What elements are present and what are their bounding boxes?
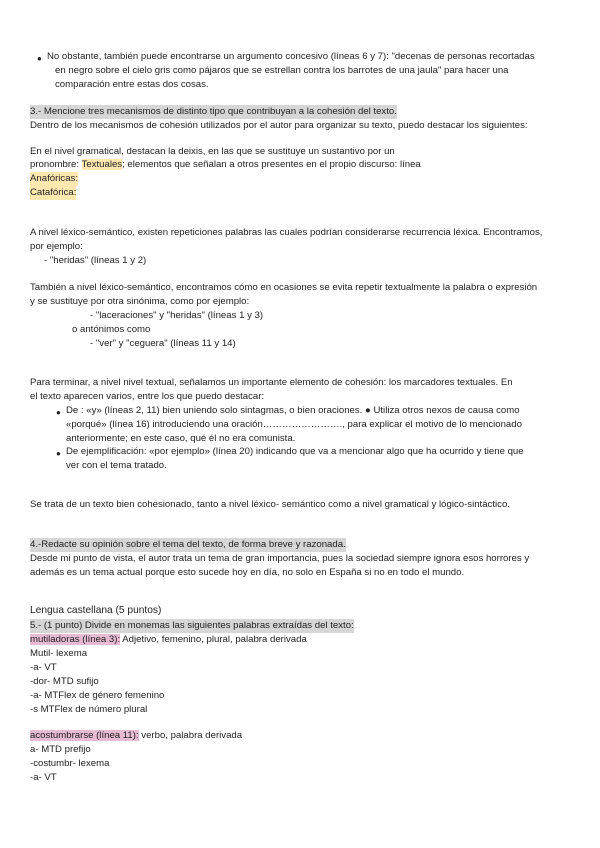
paragraph-line: «porqué» (línea 16) introduciendo una oración……………………., para explicar el motivo de lo mencionado bbox=[66, 419, 522, 430]
example-line: - "ver" y "ceguera" (líneas 11 y 14) bbox=[90, 338, 236, 349]
morpheme-line: a- MTD prefijo bbox=[30, 744, 91, 755]
bullet-dot: ● bbox=[56, 449, 61, 458]
morpheme-line: -a- MTFlex de género femenino bbox=[30, 690, 165, 701]
paragraph-line: Desde mi punto de vista, el autor trata un tema de gran importancia, pues la sociedad siempre ignora esos horrores y bbox=[30, 553, 530, 564]
text-span: pronombre: bbox=[30, 159, 82, 170]
paragraph-line: comparación entre estas dos cosas. bbox=[55, 79, 209, 90]
paragraph-line: anteriormente; en este caso, qué él no era comunista. bbox=[66, 433, 296, 444]
paragraph-line: o antónimos como bbox=[72, 324, 151, 335]
paragraph-line bbox=[30, 158, 421, 172]
morpheme-line: -s MTFlex de número plural bbox=[30, 704, 148, 715]
paragraph-line: Para terminar, a nivel nivel textual, señalamos un importante elemento de cohesión: los marcadores textuales. En bbox=[30, 377, 513, 388]
example-line: - "laceraciones" y "heridas" (líneas 1 y 3) bbox=[90, 310, 264, 321]
paragraph-line: De : «y» (líneas 2, 11) bien uniendo solo sintagmas, o bien oraciones. ● Utiliza otros nexos de causa como bbox=[66, 405, 520, 416]
word-desc: Adjetivo, femenino, plural, palabra derivada bbox=[120, 634, 307, 645]
paragraph-line: También a nivel léxico-semántico, encontramos cómo en ocasiones se evita repetir textualmente la palabra o expresión bbox=[30, 282, 538, 293]
morpheme-line: -dor- MTD sufijo bbox=[30, 676, 99, 687]
paragraph-line: Se trata de un texto bien cohesionado, tanto a nivel léxico- semántico como a nivel gramatical y lógico-sintáctico. bbox=[30, 499, 510, 510]
text-span: ; elementos que señalan a otros presentes en el propio discurso: línea bbox=[122, 159, 421, 170]
label-anaforicas: Anafóricas: bbox=[30, 173, 78, 184]
word-mutiladoras: mutiladoras (línea 3): bbox=[30, 634, 121, 645]
question-3-heading: 3.- Mencione tres mecanismos de distinto tipo que contribuyan a la cohesión del texto. bbox=[30, 106, 397, 117]
bullet-dot: ● bbox=[37, 54, 42, 63]
paragraph-line: Dentro de los mecanismos de cohesión utilizados por el autor para organizar su texto, puedo destacar los siguientes: bbox=[30, 120, 528, 131]
morpheme-line: -costumbr- lexema bbox=[30, 758, 110, 769]
paragraph-line: el texto aparecen varios, entre los que puedo destacar: bbox=[30, 391, 265, 402]
word-2-header bbox=[30, 729, 242, 743]
paragraph-line: en negro sobre el cielo gris como pájaros que se estrellan contra los barrotes de una jaula" para hacer una bbox=[55, 65, 509, 76]
section-title: Lengua castellana (5 puntos) bbox=[30, 605, 162, 616]
example-line: - "heridas" (líneas 1 y 2) bbox=[44, 255, 147, 266]
label-cataforica: Catafórica: bbox=[30, 187, 77, 198]
morpheme-line: -a- VT bbox=[30, 662, 57, 673]
morpheme-line: Mutil- lexema bbox=[30, 648, 88, 659]
paragraph-line: ver con el tema tratado. bbox=[66, 460, 167, 471]
paragraph-line: por ejemplo: bbox=[30, 241, 83, 252]
paragraph-line: A nivel léxico-semántico, existen repeticiones palabras las cuales podrían considerarse recurrencia léxica. Encontramos, bbox=[30, 227, 543, 238]
word-1-header bbox=[30, 633, 307, 647]
word-desc: verbo, palabra derivada bbox=[138, 730, 243, 741]
paragraph-line: además es un tema actual porque esto sucede hoy en día, no solo en España si no en todo el mundo. bbox=[30, 567, 465, 578]
paragraph-line: No obstante, también puede encontrarse un argumento concesivo (líneas 6 y 7): "decenas de personas recortadas bbox=[47, 51, 535, 62]
morpheme-line: -a- VT bbox=[30, 772, 57, 783]
question-5-heading: 5.- (1 punto) Divide en monemas las siguientes palabras extraídas del texto: bbox=[30, 620, 354, 631]
question-4-heading: 4.-Redacte su opinión sobre el tema del texto, de forma breve y razonada. bbox=[30, 539, 346, 550]
highlight-textuales: Textuales bbox=[81, 159, 123, 170]
bullet-dot: ● bbox=[56, 408, 61, 417]
word-acostumbrarse: acostumbrarse (línea 11): bbox=[30, 730, 139, 741]
paragraph-line: y se sustituye por otra sinónima, como por ejemplo: bbox=[30, 296, 250, 307]
paragraph-line: De ejemplificación: «por ejemplo» (línea 20) indicando que va a mencionar algo que ha ocurrido y tiene que bbox=[66, 446, 524, 457]
paragraph-line: En el nivel gramatical, destacan la deixis, en las que se sustituye un sustantivo por un bbox=[30, 146, 395, 157]
